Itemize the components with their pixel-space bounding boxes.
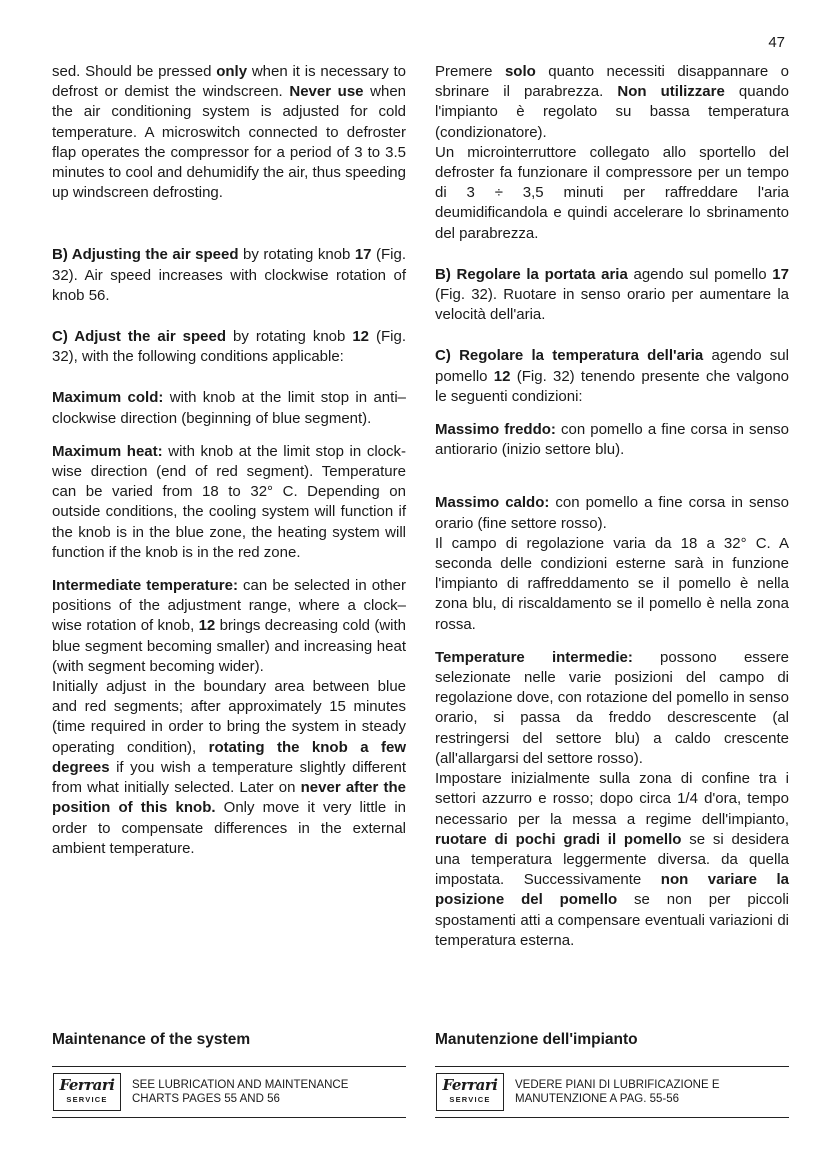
en-paragraph-air-speed: B) Adjusting the air speed by rotating knob 17 (Fig. 32). Air speed increases with clockwise rotation of knob 56.	[52, 246, 407, 304]
service-label: SERVICE	[449, 1095, 491, 1104]
it-paragraph-max-cold: Massimo freddo: con pomello a fine corsa in senso antiorario (inizio settore blu).	[435, 421, 790, 459]
it-paragraph-max-heat: Massimo caldo: con pomello a fine corsa in senso orario (fine settore rosso).	[435, 494, 790, 532]
ferrari-service-logo	[53, 1073, 121, 1111]
it-paragraph-intermediate: Temperature intermedie: possono essere selezionate nelle varie posizioni del campo di regolazione dove, con rotazione del pomello in senso orario, si passa da freddo descrescente (al restringersi del settore blu) a caldo crescente (all'allargarsi del settore rosso).	[435, 648, 789, 767]
ferrari-brand-text: Ferrari	[442, 1076, 498, 1094]
service-label: SERVICE	[66, 1095, 108, 1104]
it-paragraph-adjust: C) Regolare la temperatura dell'aria agendo sul pomello 12 (Fig. 32) tenendo presente che valgono le seguenti condizioni:	[435, 347, 790, 405]
it-divider	[435, 1066, 789, 1067]
en-bottom-divider	[52, 1117, 406, 1118]
en-paragraph-intermediate: Intermediate temperature: can be selected in other positions of the adjustment range, where a clock–wise rotation of knob, 12 brings decreasing cold (with blue segment becoming smaller) and increasing heat (with segment becoming wider).	[52, 577, 406, 675]
it-paragraph-initial-adjust: Impostare inizialmente sulla zona di confine tra i settori azzurro e rosso; dopo circa 1/4 d'ora, tempo necessario per la messa a regime dell'impianto, ruotare di pochi gradi il pomello se si desidera una temperatura leggermente diversa. da quella impostata. Successivamente non variare la posizione del pomello se non per piccoli spostamenti atti a compensare eventuali variazioni di temperatura esterna.	[435, 770, 790, 949]
ferrari-brand-text: Ferrari	[59, 1076, 115, 1094]
it-bottom-divider	[435, 1117, 789, 1118]
en-service-note: SEE LUBRICATION AND MAINTENANCE CHARTS PAGES 55 AND 56	[132, 1079, 349, 1105]
italian-column	[435, 62, 789, 951]
english-column	[52, 62, 406, 859]
en-paragraph-max-heat: Maximum heat: with knob at the limit stop in clock-wise direction (end of red segment). Temperature can be varied from 18 to 32° C. Depending on outside conditions, the cooling system will function if the knob is in the blue zone, the heating system will function if the knob is in the red zone.	[52, 442, 406, 561]
en-paragraph-max-cold: Maximum cold: with knob at the limit stop in anti–clockwise direction (beginning of blue segment).	[52, 389, 406, 427]
en-paragraph-adjust: C) Adjust the air speed by rotating knob 12 (Fig. 32), with the following conditions applicable:	[52, 328, 406, 366]
it-paragraph-range: Il campo di regolazione varia da 18 a 32° C. A seconda delle condizioni esterne sarà in funzione l'impianto di raffreddamento se il pomello è nella zona blu, di riscaldamento se il pomello è nella zona rossa.	[435, 534, 789, 633]
en-paragraph-initial-adjust: Initially adjust in the boundary area between blue and red segments; after approximately 15 minutes (time required in order to bring the system in steady operating condition), rotating the knob a few degrees if you wish a temperature slightly different from what initially selected. Later on never after the position of this knob. Only move it very little in order to compensate differences in the external ambient temperature.	[52, 678, 406, 857]
page-number: 47	[768, 34, 785, 51]
ferrari-service-logo	[436, 1073, 504, 1111]
it-service-note: VEDERE PIANI DI LUBRIFICAZIONE E MANUTENZIONE A PAG. 55-56	[515, 1079, 720, 1105]
en-section-title: Maintenance of the system	[52, 1031, 251, 1048]
it-paragraph-air-speed: B) Regolare la portata aria agendo sul pomello 17 (Fig. 32). Ruotare in senso orario per aumentare la velocità dell'aria.	[435, 265, 789, 324]
en-paragraph-defrost: sed. Should be pressed only when it is necessary to defrost or demist the windscreen. Never use when the air conditioning system is adjusted for cold temperature. A microswitch connected to defroster flap operates the compressor for a period of 3 to 3.5 minutes to cool and dehumidify the air, thus speeding up windscreen defrosting.	[52, 63, 407, 202]
it-paragraph-microswitch: Un microinterruttore collegato allo sportello del defroster fa funzionare il compressore per un tempo di 3 ÷ 3,5 minuti per raffreddare l'aria deumidificandola e quindi accelerare lo sbrinamento del parabrezza.	[435, 143, 789, 242]
en-divider	[52, 1066, 406, 1067]
it-section-title: Manutenzione dell'impianto	[435, 1031, 638, 1048]
it-paragraph-defrost: Premere solo quanto necessiti disappannare o sbrinare il parabrezza. Non utilizzare quando l'impianto è regolato su bassa temperatura (condizionatore).	[435, 63, 789, 141]
